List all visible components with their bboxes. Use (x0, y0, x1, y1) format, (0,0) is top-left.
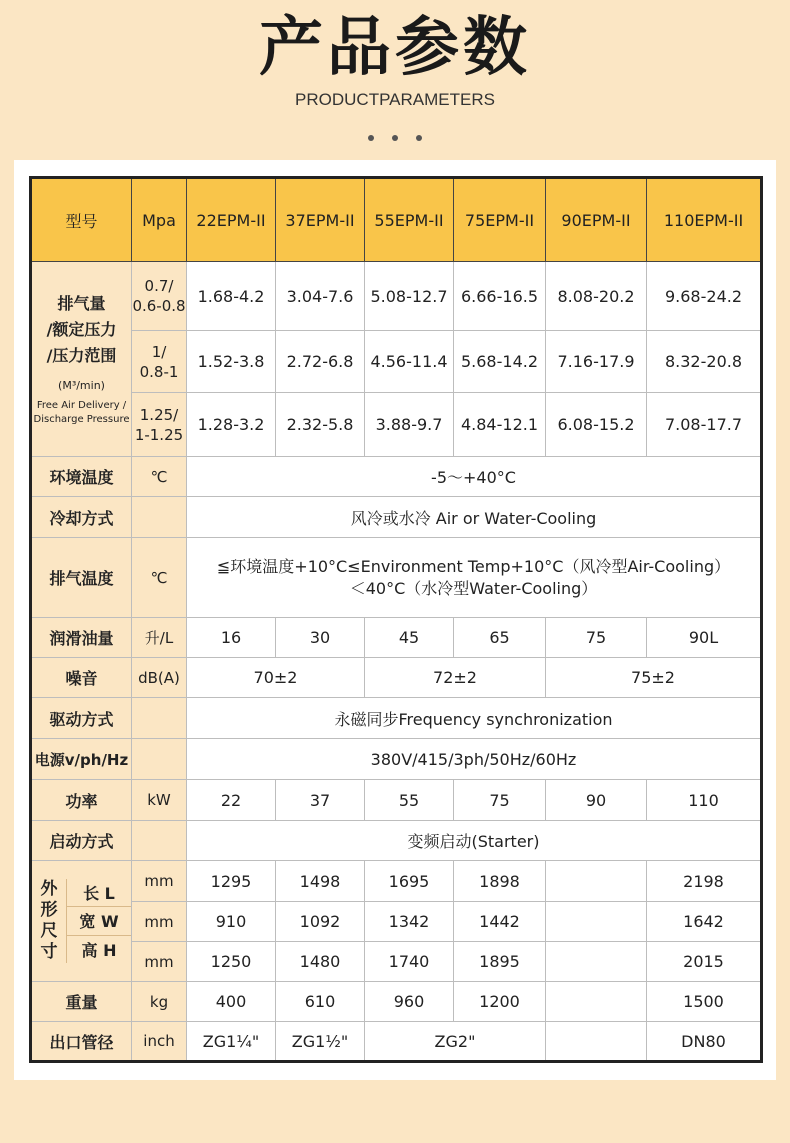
weight-unit: kg (132, 982, 187, 1022)
header-model: 型号 (31, 178, 132, 262)
header-model-name: 55EPM-II (365, 178, 454, 262)
power-unit: kW (132, 780, 187, 821)
table-row (31, 982, 762, 1022)
ambient-label: 环境温度 (31, 457, 132, 497)
value-cell: 8.08-20.2 (546, 262, 647, 331)
dot (416, 135, 422, 141)
header-model-name: 110EPM-II (647, 178, 762, 262)
decorative-dots (0, 126, 790, 145)
header-unit: Mpa (132, 178, 187, 262)
drive-unit (132, 698, 187, 739)
value-cell: 90L (647, 618, 762, 658)
value-cell: 75 (546, 618, 647, 658)
table-row (31, 780, 762, 821)
dimensions-label-wrap (32, 879, 131, 963)
value-cell: 5.08-12.7 (365, 262, 454, 331)
value-cell: 90 (546, 780, 647, 821)
header-model-name: 37EPM-II (276, 178, 365, 262)
page-subtitle: PRODUCTPARAMETERS (295, 90, 495, 109)
table-row (31, 331, 762, 393)
discharge-temp-value: ≦环境温度+10°C≤Environment Temp+10°C（风冷型Air-Cooling） ＜40°C（水冷型Water-Cooling） (187, 538, 762, 618)
value-cell: 65 (454, 618, 546, 658)
value-cell: 16 (187, 618, 276, 658)
noise-label: 噪音 (31, 658, 132, 698)
table-row (31, 538, 762, 618)
table-row (31, 739, 762, 780)
value-cell: 22 (187, 780, 276, 821)
value-cell (546, 861, 647, 902)
value-cell: 75±2 (546, 658, 762, 698)
oil-unit: 升/L (132, 618, 187, 658)
value-cell: 610 (276, 982, 365, 1022)
table-row (31, 821, 762, 861)
value-cell: 9.68-24.2 (647, 262, 762, 331)
header-model-name: 22EPM-II (187, 178, 276, 262)
dimension-sublabel: 宽 W (67, 907, 131, 935)
value-cell: 1092 (276, 902, 365, 942)
cooling-value: 风冷或水冷 Air or Water-Cooling (187, 497, 762, 538)
value-cell: 70±2 (187, 658, 365, 698)
discharge-temp-label: 排气温度 (31, 538, 132, 618)
value-cell: 3.88-9.7 (365, 393, 454, 457)
start-label: 启动方式 (31, 821, 132, 861)
value-cell: 1.52-3.8 (187, 331, 276, 393)
table-row (31, 942, 762, 982)
start-value: 变频启动(Starter) (187, 821, 762, 861)
table-row (31, 698, 762, 739)
value-cell: 2.72-6.8 (276, 331, 365, 393)
start-unit (132, 821, 187, 861)
pressure-cell: 1.25/ 1-1.25 (132, 393, 187, 457)
value-cell: 2198 (647, 861, 762, 902)
value-cell: 4.56-11.4 (365, 331, 454, 393)
value-cell: 110 (647, 780, 762, 821)
pressure-cell: 0.7/ 0.6-0.8 (132, 262, 187, 331)
value-cell: 2015 (647, 942, 762, 982)
outlet-label: 出口管径 (31, 1022, 132, 1062)
power-label: 功率 (31, 780, 132, 821)
drive-label: 驱动方式 (31, 698, 132, 739)
value-cell: 1250 (187, 942, 276, 982)
value-cell: 1695 (365, 861, 454, 902)
value-cell: 4.84-12.1 (454, 393, 546, 457)
header-model-name: 90EPM-II (546, 178, 647, 262)
value-cell: 6.66-16.5 (454, 262, 546, 331)
value-cell (546, 942, 647, 982)
table-row (31, 393, 762, 457)
delivery-label: 排气量 /额定压力 /压力范围 (M³/min) Free Air Delivery / Discharge Pressure (31, 262, 132, 457)
weight-label: 重量 (31, 982, 132, 1022)
value-cell: DN80 (647, 1022, 762, 1062)
value-cell: 8.32-20.8 (647, 331, 762, 393)
dimensions-group-label: 外 形 尺 寸 (32, 879, 67, 963)
dot (368, 135, 374, 141)
cooling-label: 冷却方式 (31, 497, 132, 538)
value-cell: 1498 (276, 861, 365, 902)
value-cell: 400 (187, 982, 276, 1022)
pressure-cell: 1/ 0.8-1 (132, 331, 187, 393)
value-cell: 1.28-3.2 (187, 393, 276, 457)
value-cell: 1342 (365, 902, 454, 942)
discharge-temp-unit: ℃ (132, 538, 187, 618)
value-cell: 1480 (276, 942, 365, 982)
value-cell: 5.68-14.2 (454, 331, 546, 393)
table-row (31, 861, 762, 902)
value-cell: 37 (276, 780, 365, 821)
value-cell (546, 902, 647, 942)
ambient-unit: ℃ (132, 457, 187, 497)
power-supply-label: 电源v/ph/Hz (31, 739, 132, 780)
outlet-unit: inch (132, 1022, 187, 1062)
noise-unit: dB(A) (132, 658, 187, 698)
value-cell: 1295 (187, 861, 276, 902)
value-cell: 30 (276, 618, 365, 658)
table-row (31, 457, 762, 497)
table-row (31, 497, 762, 538)
value-cell: 1.68-4.2 (187, 262, 276, 331)
value-cell: 910 (187, 902, 276, 942)
dimensions-label (31, 861, 132, 982)
oil-label: 润滑油量 (31, 618, 132, 658)
dimensions-sublabels (67, 879, 131, 963)
ambient-value: -5～+40°C (187, 457, 762, 497)
table-header-row (31, 178, 762, 262)
table-row (31, 658, 762, 698)
drive-value: 永磁同步Frequency synchronization (187, 698, 762, 739)
dimension-unit: mm (132, 861, 187, 902)
parameters-table (29, 176, 763, 1063)
dimension-unit: mm (132, 902, 187, 942)
value-cell: 1895 (454, 942, 546, 982)
value-cell: ZG2" (365, 1022, 546, 1062)
value-cell: 6.08-15.2 (546, 393, 647, 457)
value-cell: 45 (365, 618, 454, 658)
table-row (31, 618, 762, 658)
value-cell: 2.32-5.8 (276, 393, 365, 457)
value-cell: 1898 (454, 861, 546, 902)
page-title: 产品参数 (259, 11, 531, 85)
value-cell (546, 1022, 647, 1062)
dimension-sublabel: 高 H (81, 940, 117, 960)
cooling-unit (132, 497, 187, 538)
value-cell: 75 (454, 780, 546, 821)
power-supply-value: 380V/415/3ph/50Hz/60Hz (187, 739, 762, 780)
table-row (31, 1022, 762, 1062)
value-cell: ZG1¼" (187, 1022, 276, 1062)
table-row (31, 262, 762, 331)
value-cell: 72±2 (365, 658, 546, 698)
value-cell: ZG1½" (276, 1022, 365, 1062)
value-cell (546, 982, 647, 1022)
power-supply-unit (132, 739, 187, 780)
value-cell: 1200 (454, 982, 546, 1022)
dimension-unit: mm (132, 942, 187, 982)
dimension-sublabel: 长 L (67, 879, 131, 907)
value-cell: 1500 (647, 982, 762, 1022)
value-cell: 1442 (454, 902, 546, 942)
value-cell: 55 (365, 780, 454, 821)
value-cell: 3.04-7.6 (276, 262, 365, 331)
value-cell: 960 (365, 982, 454, 1022)
value-cell: 1642 (647, 902, 762, 942)
value-cell: 1740 (365, 942, 454, 982)
header-model-name: 75EPM-II (454, 178, 546, 262)
value-cell: 7.08-17.7 (647, 393, 762, 457)
dot (392, 135, 398, 141)
table-row (31, 902, 762, 942)
page-header (0, 0, 790, 160)
value-cell: 7.16-17.9 (546, 331, 647, 393)
